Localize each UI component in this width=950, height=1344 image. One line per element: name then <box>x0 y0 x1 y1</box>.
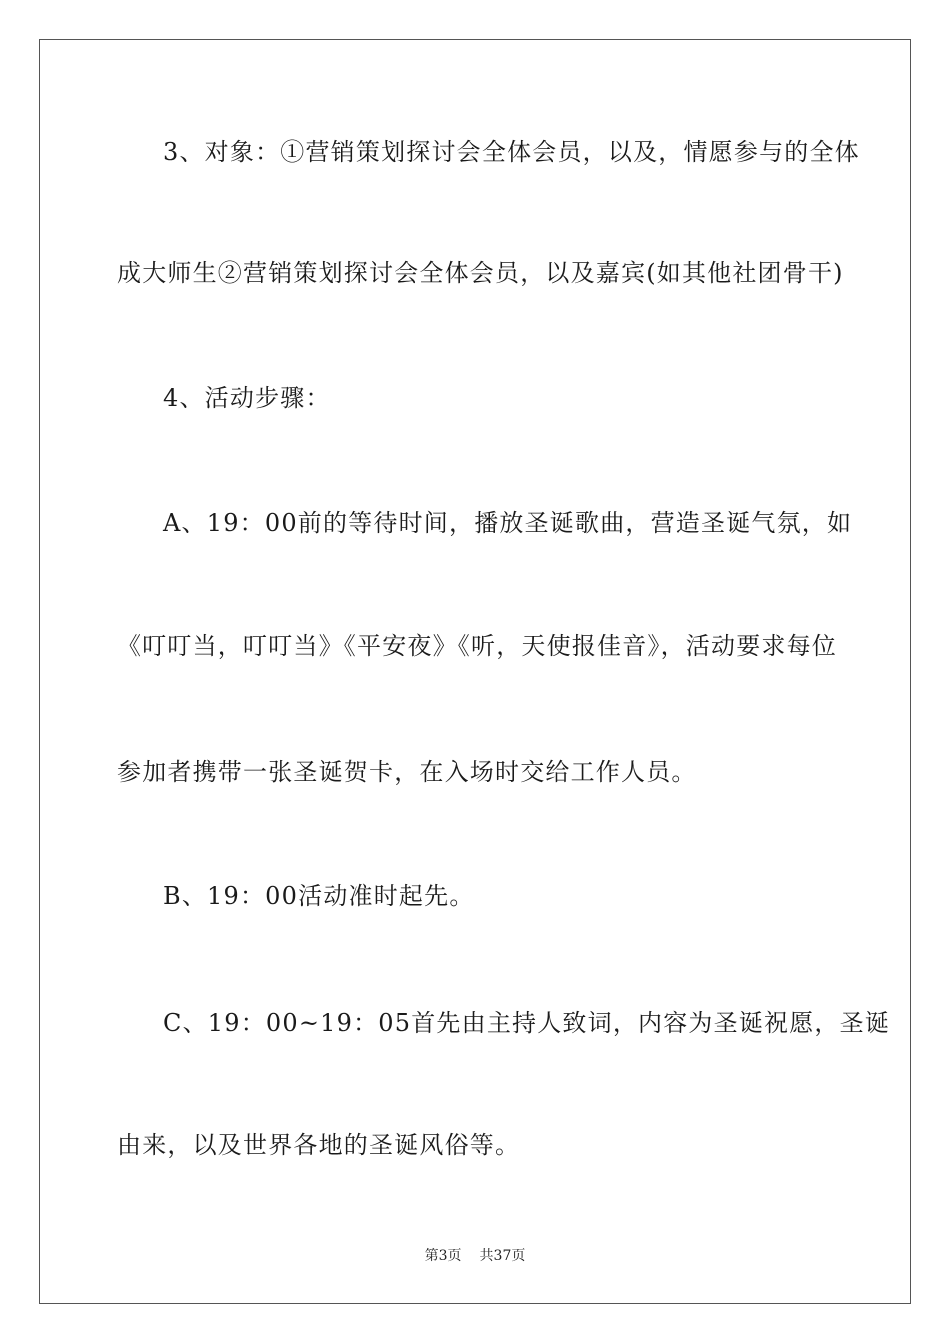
paragraph-line-2: 成大师生②营销策划探讨会全体会员，以及嘉宾(如其他社团骨干) <box>117 259 844 287</box>
paragraph-line-8: C、19：00~19：05首先由主持人致词，内容为圣诞祝愿，圣诞 <box>163 1009 891 1037</box>
paragraph-line-6: 参加者携带一张圣诞贺卡，在入场时交给工作人员。 <box>117 758 697 786</box>
paragraph-line-7: B、19：00活动准时起先。 <box>163 882 475 910</box>
paragraph-line-3: 4、活动步骤： <box>163 384 331 412</box>
page-total: 共37页 <box>479 1248 526 1264</box>
paragraph-line-4: A、19：00前的等待时间，播放圣诞歌曲，营造圣诞气氛，如 <box>163 509 853 537</box>
page-number: 第3页 <box>424 1248 462 1264</box>
page-footer <box>0 1247 950 1265</box>
paragraph-line-1: 3、对象：①营销策划探讨会全体会员，以及，情愿参与的全体 <box>163 138 860 166</box>
page-border <box>39 39 911 1304</box>
paragraph-line-5: 《叮叮当，叮叮当》《平安夜》《听，天使报佳音》，活动要求每位 <box>117 632 837 660</box>
paragraph-line-9: 由来，以及世界各地的圣诞风俗等。 <box>117 1131 521 1159</box>
